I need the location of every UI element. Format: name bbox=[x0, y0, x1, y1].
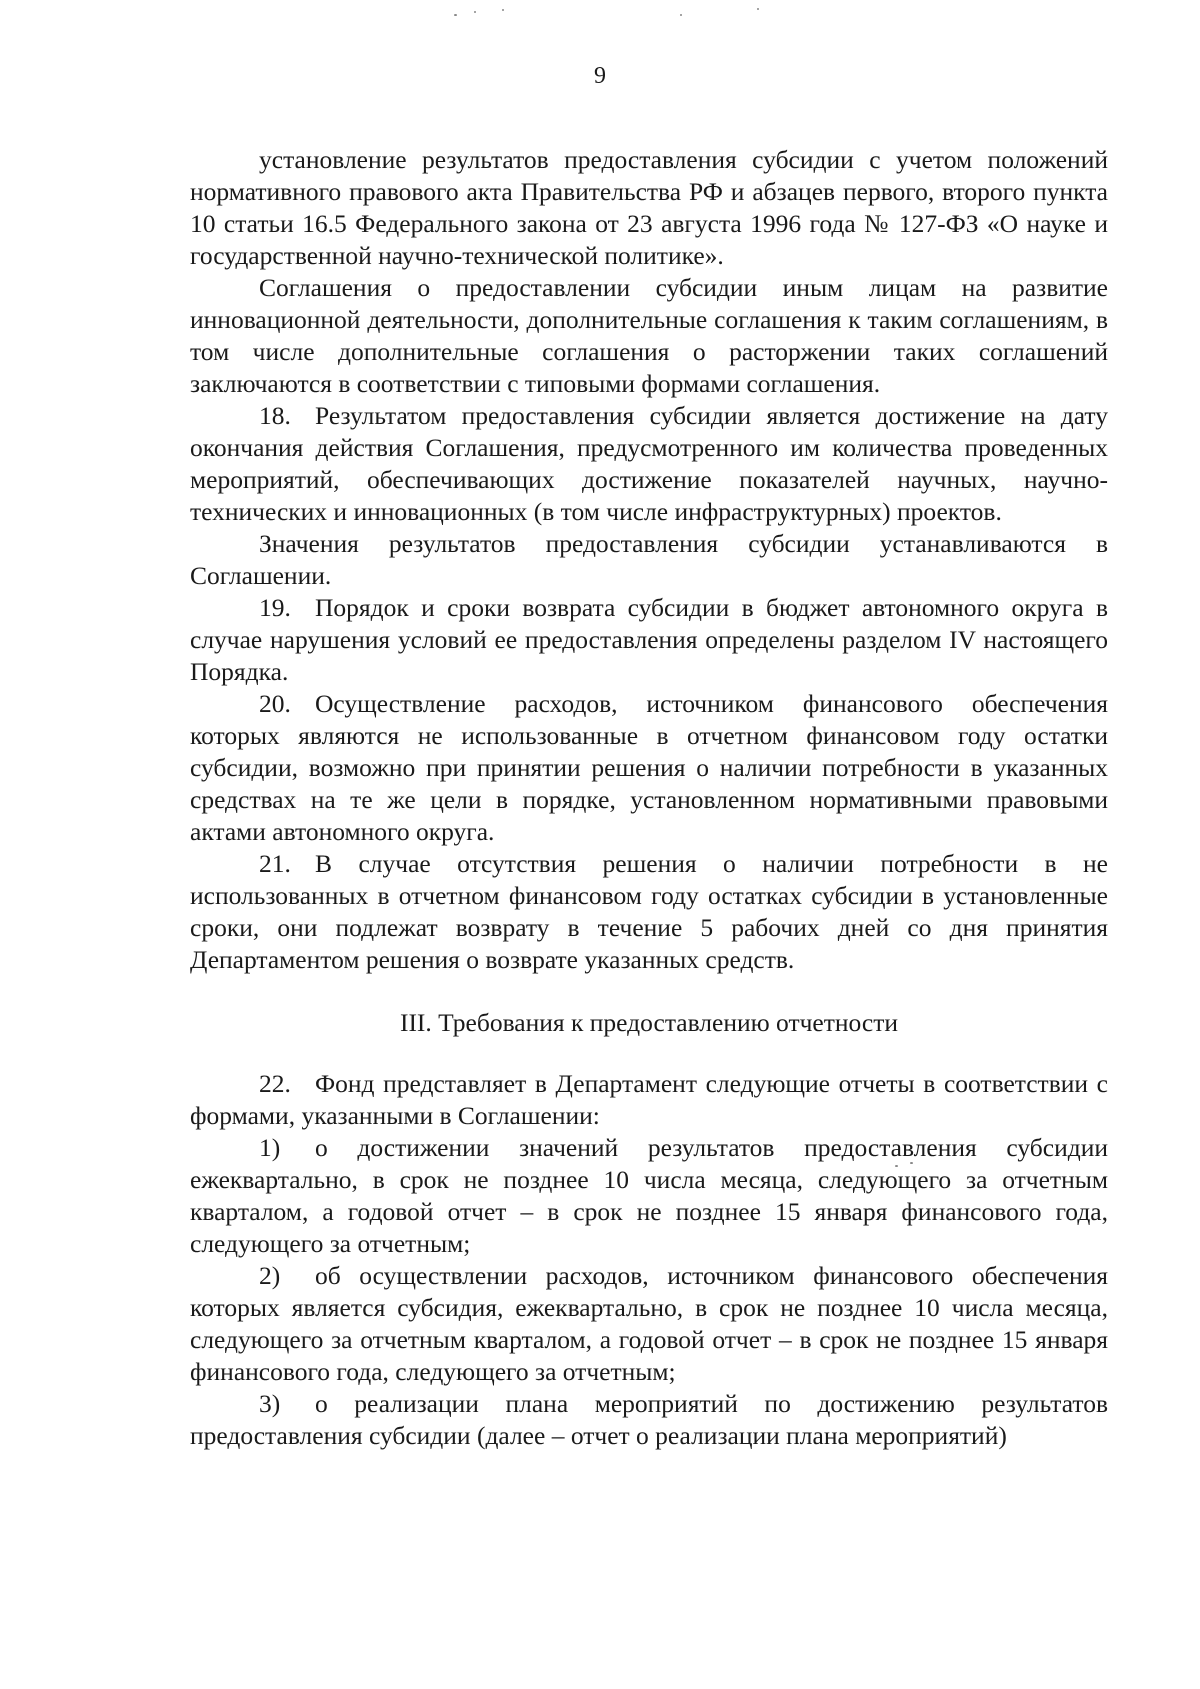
list-item bbox=[190, 1388, 1108, 1452]
paragraph bbox=[190, 528, 1108, 592]
paragraph-text: Соглашения о предоставлении субсидии иным лицам на развитие инновационной деятельности, дополнительные соглашения к таким соглашениям, в том числе дополнительные соглашения о расторжении таких соглашений заключаются в соответствии с типовыми формами соглашения. bbox=[190, 273, 1108, 398]
numbered-paragraph bbox=[190, 848, 1108, 976]
list-item-number: 2) bbox=[259, 1261, 281, 1290]
paragraph-number: 21. bbox=[259, 849, 291, 878]
scan-speck bbox=[474, 11, 476, 13]
paragraph-number: 22. bbox=[259, 1069, 291, 1098]
paragraph-text: Порядок и сроки возврата субсидии в бюджет автономного округа в случае нарушения условий ее предоставления определены разделом IV настоящего Порядка. bbox=[190, 593, 1108, 686]
paragraph-text: Фонд представляет в Департамент следующие отчеты в соответствии с формами, указанными в Соглашении: bbox=[190, 1069, 1108, 1130]
document-body bbox=[190, 144, 1108, 1452]
scan-speck bbox=[757, 8, 759, 10]
list-item-text: о достижении значений результатов предоставления субсидии ежеквартально, в срок не позднее 10 числа месяца, следующего за отчетным кварталом, а годовой отчет – в срок не позднее 15 января финансового года, следующего за отчетным; bbox=[190, 1133, 1108, 1258]
scan-speck bbox=[502, 9, 504, 11]
list-item bbox=[190, 1132, 1108, 1260]
paragraph bbox=[190, 272, 1108, 400]
list-item-number: 1) bbox=[259, 1133, 281, 1162]
numbered-paragraph bbox=[190, 592, 1108, 688]
numbered-paragraph bbox=[190, 400, 1108, 528]
list-item bbox=[190, 1260, 1108, 1388]
paragraph-text: В случае отсутствия решения о наличии потребности в не использованных в отчетном финансовом году остатках субсидии в установленные сроки, они подлежат возврату в течение 5 рабочих дней со дня принятия Департаментом решения о возврате указанных средств. bbox=[190, 849, 1108, 974]
paragraph-text: Осуществление расходов, источником финансового обеспечения которых являются не использованные в отчетном финансовом году остатки субсидии, возможно при принятии решения о наличии потребности в указанных средствах на те же цели в порядке, установленном нормативными правовыми актами автономного округа. bbox=[190, 689, 1108, 846]
scan-speck bbox=[454, 14, 457, 16]
list-item-text: о реализации плана мероприятий по достижению результатов предоставления субсидии (далее – отчет о реализации плана мероприятий) bbox=[190, 1389, 1108, 1450]
paragraph-number: 18. bbox=[259, 401, 291, 430]
scan-speck bbox=[680, 14, 682, 16]
paragraph-number: 20. bbox=[259, 689, 291, 718]
paragraph-number: 19. bbox=[259, 593, 291, 622]
numbered-paragraph bbox=[190, 688, 1108, 848]
section-heading: III. Требования к предоставлению отчетности bbox=[399, 1008, 899, 1037]
list-item-text: об осуществлении расходов, источником финансового обеспечения которых является субсидия, ежеквартально, в срок не позднее 10 числа месяца, следующего за отчетным кварталом, а годовой отчет – в срок не позднее 15 января финансового года, следующего за отчетным; bbox=[190, 1261, 1108, 1386]
paragraph-text: Значения результатов предоставления субсидии устанавливаются в Соглашении. bbox=[190, 529, 1108, 590]
paragraph bbox=[190, 144, 1108, 272]
numbered-paragraph bbox=[190, 1068, 1108, 1132]
paragraph-text: установление результатов предоставления субсидии с учетом положений нормативного правового акта Правительства РФ и абзацев первого, второго пункта 10 статьи 16.5 Федерального закона от 23 августа 1996 года № 127-ФЗ «О науке и государственной научно-технической политике». bbox=[190, 145, 1108, 270]
paragraph-text: Результатом предоставления субсидии является достижение на дату окончания действия Соглашения, предусмотренного им количества проведенных мероприятий, обеспечивающих достижение показателей научных, научно-технических и инновационных (в том числе инфраструктурных) проектов. bbox=[190, 401, 1108, 526]
page-number: 9 bbox=[594, 63, 606, 89]
list-item-number: 3) bbox=[259, 1389, 281, 1418]
